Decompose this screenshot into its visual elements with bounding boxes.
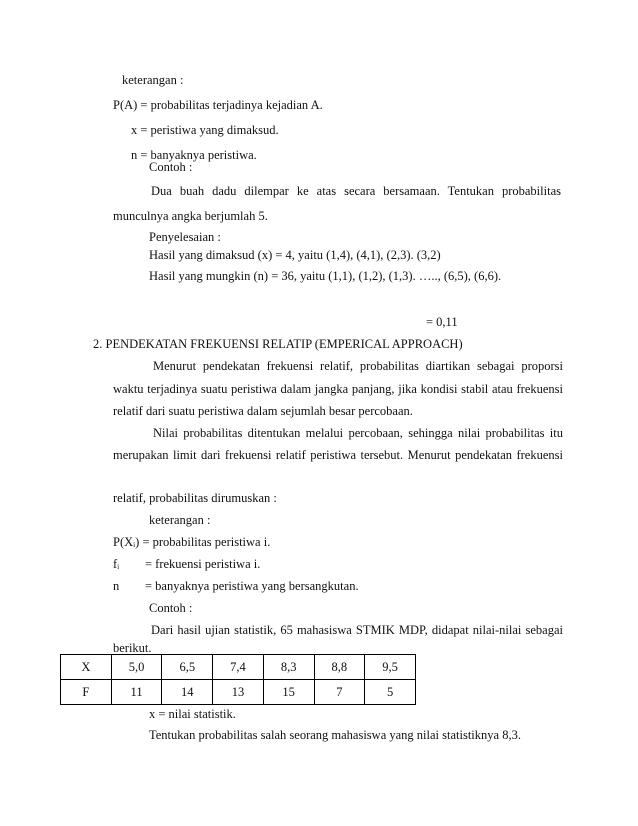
table-cell: 14 — [162, 680, 213, 705]
x-definition: x = peristiwa yang dimaksud. — [131, 123, 279, 137]
table-cell: X — [61, 655, 112, 680]
table-cell: 7,4 — [213, 655, 264, 680]
fi-symbol: fᵢ — [113, 557, 120, 571]
paragraph-line: waktu terjadinya suatu peristiwa dalam jangka panjang, jika kondisi stabil atau frekuensi — [113, 382, 563, 396]
n-symbol: n — [113, 579, 120, 593]
keterangan-label: keterangan : — [122, 73, 184, 87]
frequency-table — [60, 654, 416, 705]
penyelesaian-label: Penyelesaian : — [149, 230, 221, 244]
paragraph-line: Menurut pendekatan frekuensi relatif, probabilitas diartikan sebagai proporsi — [153, 359, 563, 373]
table-cell: 6,5 — [162, 655, 213, 680]
hasil-dimaksud: Hasil yang dimaksud (x) = 4, yaitu (1,4), (4,1), (2,3). (3,2) — [149, 248, 441, 262]
table-cell: 15 — [263, 680, 314, 705]
table-cell: 8,8 — [314, 655, 365, 680]
keterangan-label: keterangan : — [149, 513, 211, 527]
x-note: x = nilai statistik. — [149, 707, 236, 721]
result-value: = 0,11 — [426, 315, 458, 329]
contoh-label: Contoh : — [149, 601, 193, 615]
n-definition: n = banyaknya peristiwa. — [131, 148, 257, 162]
section-heading: 2. PENDEKATAN FREKUENSI RELATIP (EMPERICAL APPROACH) — [93, 337, 463, 351]
example-paragraph-line: berikut. — [113, 641, 152, 655]
pxi-definition: P(Xᵢ) = probabilitas peristiwa i. — [113, 535, 271, 549]
pa-definition: P(A) = probabilitas terjadinya kejadian A. — [113, 98, 323, 112]
example-paragraph-line: munculnya angka berjumlah 5. — [113, 209, 268, 223]
example-paragraph-line: Dari hasil ujian statistik, 65 mahasiswa STMIK MDP, didapat nilai-nilai sebagai — [151, 623, 563, 637]
table-row — [61, 680, 416, 705]
table-row — [61, 655, 416, 680]
paragraph-line: relatif dari suatu peristiwa dalam sejumlah besar percobaan. — [113, 404, 413, 418]
paragraph-line: merupakan limit dari frekuensi relatif peristiwa tersebut. Menurut pendekatan frekuensi — [113, 448, 563, 462]
table-cell: 9,5 — [365, 655, 416, 680]
table-cell: 7 — [314, 680, 365, 705]
table-cell: 8,3 — [263, 655, 314, 680]
question-text: Tentukan probabilitas salah seorang mahasiswa yang nilai statistiknya 8,3. — [149, 728, 521, 742]
n-definition: = banyaknya peristiwa yang bersangkutan. — [145, 579, 359, 593]
paragraph-line: relatif, probabilitas dirumuskan : — [113, 491, 277, 505]
table-cell: 13 — [213, 680, 264, 705]
table-cell: F — [61, 680, 112, 705]
hasil-mungkin: Hasil yang mungkin (n) = 36, yaitu (1,1), (1,2), (1,3). ….., (6,5), (6,6). — [149, 269, 502, 283]
contoh-label: Contoh : — [149, 160, 193, 174]
table-cell: 5,0 — [111, 655, 162, 680]
table-cell: 5 — [365, 680, 416, 705]
paragraph-line: Nilai probabilitas ditentukan melalui percobaan, sehingga nilai probabilitas itu — [153, 426, 563, 440]
example-paragraph-line: Dua buah dadu dilempar ke atas secara bersamaan. Tentukan probabilitas — [151, 184, 561, 198]
fi-definition: = frekuensi peristiwa i. — [145, 557, 261, 571]
table-cell: 11 — [111, 680, 162, 705]
